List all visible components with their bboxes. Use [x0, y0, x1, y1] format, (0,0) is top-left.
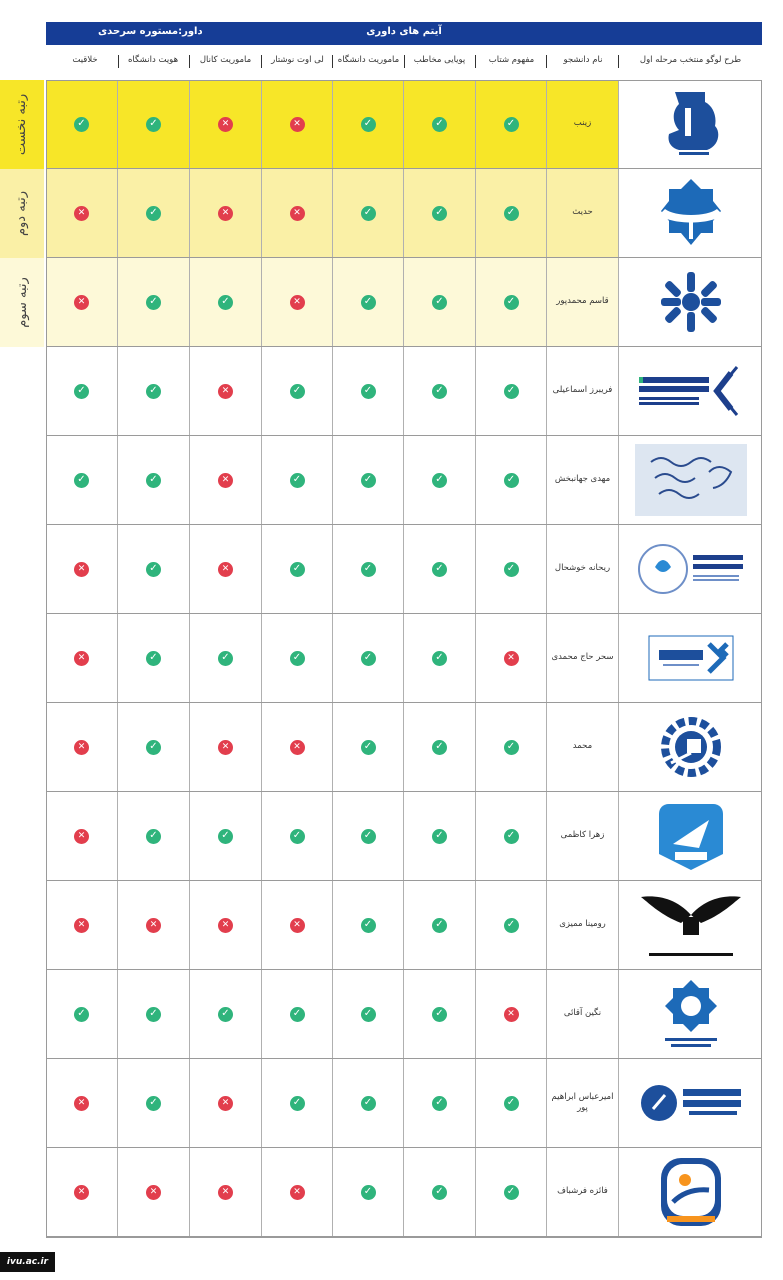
x-circle-icon: ✕: [74, 829, 89, 844]
x-circle-icon: ✕: [504, 651, 519, 666]
check-circle-icon: ✓: [432, 562, 447, 577]
check-circle-icon: ✓: [146, 562, 161, 577]
check-circle-icon: ✓: [290, 829, 305, 844]
check-circle-icon: ✓: [146, 1096, 161, 1111]
column-header-text-layout: لی اوت نوشتار: [271, 55, 324, 65]
student-name: زینب: [573, 118, 592, 129]
check-circle-icon: ✓: [432, 384, 447, 399]
check-circle-icon: ✓: [504, 473, 519, 488]
column-divider: [618, 55, 619, 68]
x-circle-icon: ✕: [74, 295, 89, 310]
check-circle-icon: ✓: [361, 562, 376, 577]
student-name: رومینا ممیزی: [559, 919, 606, 930]
x-circle-icon: ✕: [290, 740, 305, 755]
student-name: محمد: [572, 741, 593, 752]
check-circle-icon: ✓: [432, 206, 447, 221]
check-circle-icon: ✓: [504, 740, 519, 755]
table-border: [46, 80, 762, 1238]
student-name: مهدی جهانبخش: [554, 474, 611, 485]
column-divider: [546, 55, 547, 68]
x-circle-icon: ✕: [504, 1007, 519, 1022]
check-circle-icon: ✓: [432, 918, 447, 933]
check-circle-icon: ✓: [146, 829, 161, 844]
check-circle-icon: ✓: [504, 384, 519, 399]
check-circle-icon: ✓: [361, 117, 376, 132]
column-header-creativity: خلاقیت: [72, 55, 98, 65]
check-circle-icon: ✓: [361, 206, 376, 221]
check-circle-icon: ✓: [361, 473, 376, 488]
rank-label-third: رتبه سوم: [0, 258, 44, 347]
student-name: ریحانه خوشحال: [554, 563, 611, 574]
x-circle-icon: ✕: [74, 206, 89, 221]
check-circle-icon: ✓: [146, 384, 161, 399]
check-circle-icon: ✓: [146, 740, 161, 755]
check-circle-icon: ✓: [146, 1007, 161, 1022]
check-circle-icon: ✓: [290, 1096, 305, 1111]
check-circle-icon: ✓: [361, 651, 376, 666]
check-circle-icon: ✓: [504, 829, 519, 844]
x-circle-icon: ✕: [218, 117, 233, 132]
check-circle-icon: ✓: [361, 829, 376, 844]
student-name: فریبرز اسماعیلی: [552, 385, 613, 396]
column-divider: [118, 55, 119, 68]
judge-label: داور:مستوره سرحدی: [98, 26, 203, 37]
x-circle-icon: ✕: [74, 740, 89, 755]
check-circle-icon: ✓: [74, 117, 89, 132]
check-circle-icon: ✓: [504, 206, 519, 221]
check-circle-icon: ✓: [361, 1096, 376, 1111]
check-circle-icon: ✓: [146, 206, 161, 221]
check-circle-icon: ✓: [432, 1096, 447, 1111]
check-circle-icon: ✓: [504, 117, 519, 132]
check-circle-icon: ✓: [290, 651, 305, 666]
site-watermark: ivu.ac.ir: [0, 1252, 55, 1272]
rank-label-first: رتبه نخست: [0, 80, 44, 169]
column-divider: [189, 55, 190, 68]
check-circle-icon: ✓: [432, 117, 447, 132]
student-name: سحر حاج محمدی: [551, 652, 614, 663]
column-header-logo: طرح لوگو منتخب مرحله اول: [639, 55, 742, 65]
check-circle-icon: ✓: [504, 1096, 519, 1111]
check-circle-icon: ✓: [290, 384, 305, 399]
column-header-university-identity: هویت دانشگاه: [127, 55, 179, 65]
check-circle-icon: ✓: [361, 918, 376, 933]
x-circle-icon: ✕: [74, 562, 89, 577]
x-circle-icon: ✕: [290, 295, 305, 310]
check-circle-icon: ✓: [290, 562, 305, 577]
header-title: آیتم های داوری: [366, 26, 442, 37]
column-divider: [404, 55, 405, 68]
check-circle-icon: ✓: [504, 918, 519, 933]
check-circle-icon: ✓: [74, 1007, 89, 1022]
x-circle-icon: ✕: [290, 1185, 305, 1200]
check-circle-icon: ✓: [146, 295, 161, 310]
student-name: قاسم محمدپور: [556, 296, 609, 307]
check-circle-icon: ✓: [218, 1007, 233, 1022]
check-circle-icon: ✓: [361, 384, 376, 399]
x-circle-icon: ✕: [290, 918, 305, 933]
x-circle-icon: ✕: [290, 206, 305, 221]
x-circle-icon: ✕: [74, 918, 89, 933]
header-bar: [46, 22, 762, 45]
check-circle-icon: ✓: [290, 473, 305, 488]
check-circle-icon: ✓: [432, 1185, 447, 1200]
check-circle-icon: ✓: [74, 473, 89, 488]
x-circle-icon: ✕: [218, 1185, 233, 1200]
check-circle-icon: ✓: [146, 651, 161, 666]
check-circle-icon: ✓: [218, 829, 233, 844]
student-name: فائزه فرشباف: [557, 1186, 608, 1197]
column-header-channel-mission: ماموریت کانال: [199, 55, 252, 65]
x-circle-icon: ✕: [218, 384, 233, 399]
x-circle-icon: ✕: [146, 918, 161, 933]
column-header-student-name: نام دانشجو: [563, 55, 603, 65]
check-circle-icon: ✓: [361, 740, 376, 755]
check-circle-icon: ✓: [290, 1007, 305, 1022]
x-circle-icon: ✕: [218, 918, 233, 933]
check-circle-icon: ✓: [146, 473, 161, 488]
x-circle-icon: ✕: [218, 473, 233, 488]
column-header-university-mission: ماموریت دانشگاه: [337, 55, 400, 65]
x-circle-icon: ✕: [74, 651, 89, 666]
column-header-acceleration-concept: مفهوم شتاب: [488, 55, 535, 65]
x-circle-icon: ✕: [218, 740, 233, 755]
column-divider: [475, 55, 476, 68]
check-circle-icon: ✓: [361, 1185, 376, 1200]
student-name: زهرا کاظمی: [560, 830, 605, 841]
student-name: نگین آقائی: [563, 1008, 602, 1019]
x-circle-icon: ✕: [290, 117, 305, 132]
x-circle-icon: ✕: [218, 1096, 233, 1111]
check-circle-icon: ✓: [146, 117, 161, 132]
check-circle-icon: ✓: [432, 295, 447, 310]
check-circle-icon: ✓: [432, 473, 447, 488]
x-circle-icon: ✕: [218, 562, 233, 577]
check-circle-icon: ✓: [432, 651, 447, 666]
check-circle-icon: ✓: [74, 384, 89, 399]
x-circle-icon: ✕: [74, 1185, 89, 1200]
check-circle-icon: ✓: [361, 1007, 376, 1022]
check-circle-icon: ✓: [504, 1185, 519, 1200]
x-circle-icon: ✕: [74, 1096, 89, 1111]
check-circle-icon: ✓: [361, 295, 376, 310]
rank-label-second: رتبه دوم: [0, 169, 44, 258]
check-circle-icon: ✓: [432, 1007, 447, 1022]
student-name: امیرعباس ابراهیم پور: [551, 1091, 614, 1113]
check-circle-icon: ✓: [218, 295, 233, 310]
x-circle-icon: ✕: [218, 206, 233, 221]
check-circle-icon: ✓: [432, 829, 447, 844]
check-circle-icon: ✓: [504, 295, 519, 310]
check-circle-icon: ✓: [432, 740, 447, 755]
check-circle-icon: ✓: [218, 651, 233, 666]
student-name: حدیث: [572, 207, 593, 218]
check-circle-icon: ✓: [504, 562, 519, 577]
column-header-audience-dynamics: پویایی مخاطب: [413, 55, 466, 65]
column-divider: [332, 55, 333, 68]
x-circle-icon: ✕: [146, 1185, 161, 1200]
column-divider: [261, 55, 262, 68]
